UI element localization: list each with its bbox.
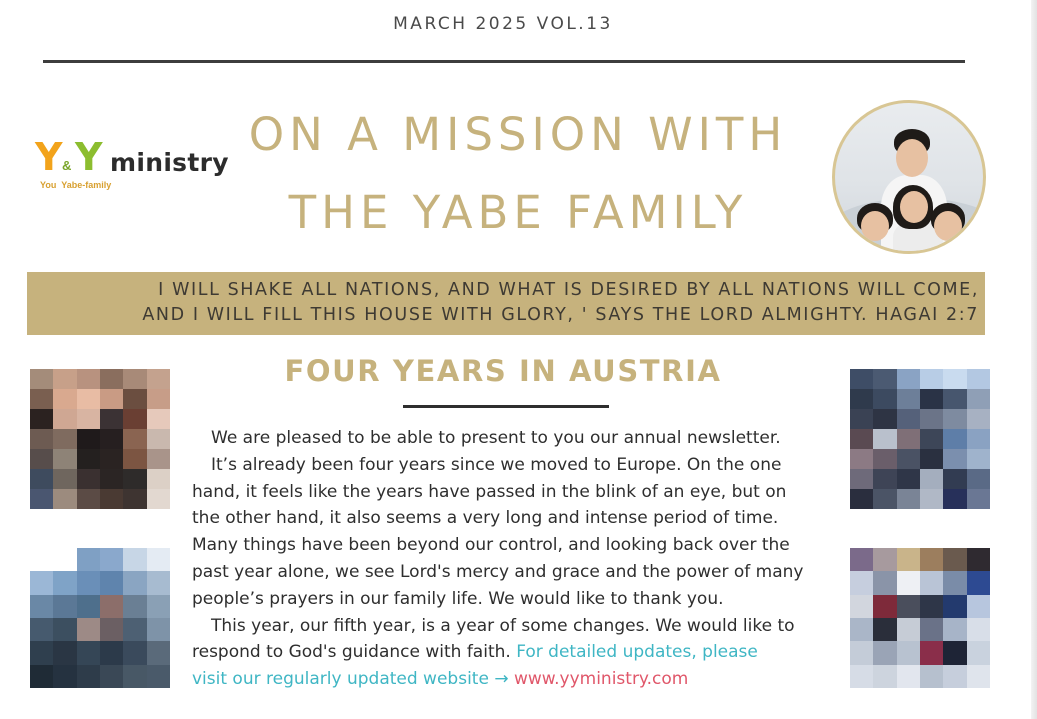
mosaic-tile xyxy=(100,409,123,429)
mosaic-tile xyxy=(943,489,966,509)
scripture-line-2: AND I WILL FILL THIS HOUSE WITH GLORY, ' SAYS THE LORD ALMIGHTY. HAGAI 2:7 xyxy=(142,305,979,325)
mosaic-tile xyxy=(897,409,920,429)
mosaic-tile xyxy=(943,369,966,389)
logo-letter-y-orange: Y xyxy=(35,135,63,179)
scripture-line-1: I WILL SHAKE ALL NATIONS, AND WHAT IS DESIRED BY ALL NATIONS WILL COME, xyxy=(158,280,979,300)
mosaic-tile xyxy=(897,641,920,664)
logo-tagline-you: You xyxy=(40,180,57,190)
section-title: FOUR YEARS IN AUSTRIA xyxy=(284,354,722,388)
body-line: We are pleased to be able to present to you our annual newsletter. xyxy=(211,428,781,448)
yy-ministry-logo xyxy=(35,136,235,200)
mosaic-tile xyxy=(53,641,76,664)
mosaic-tile xyxy=(147,429,170,449)
mosaic-tile xyxy=(920,389,943,409)
mosaic-tile xyxy=(147,595,170,618)
mosaic-tile xyxy=(100,369,123,389)
issue-date: MARCH 2025 VOL.13 xyxy=(393,14,613,34)
photo-figure-mom-face xyxy=(900,191,928,223)
mosaic-tile xyxy=(967,449,990,469)
mosaic-tile xyxy=(77,429,100,449)
mosaic-tile xyxy=(100,595,123,618)
mosaic-tile xyxy=(873,449,896,469)
mosaic-tile xyxy=(967,571,990,594)
mosaic-tile xyxy=(850,449,873,469)
mosaic-tile xyxy=(123,389,146,409)
mosaic-tile xyxy=(53,489,76,509)
mosaic-tile xyxy=(850,409,873,429)
mosaic-tile xyxy=(100,449,123,469)
website-url-link[interactable]: www.yyministry.com xyxy=(513,669,689,690)
mosaic-tile xyxy=(967,409,990,429)
pixelated-photo-bottom-left xyxy=(30,548,170,688)
mosaic-tile xyxy=(30,389,53,409)
body-line: past year alone, we see Lord's mercy and grace and the power of many xyxy=(192,561,804,582)
mosaic-tile xyxy=(920,449,943,469)
mosaic-tile xyxy=(943,548,966,571)
mosaic-tile xyxy=(943,618,966,641)
mosaic-tile xyxy=(967,595,990,618)
mosaic-tile xyxy=(920,469,943,489)
mosaic-tile xyxy=(873,548,896,571)
mosaic-tile xyxy=(77,595,100,618)
mosaic-tile xyxy=(147,571,170,594)
pixelated-photo-top-right xyxy=(850,369,990,509)
mosaic-tile xyxy=(873,469,896,489)
body-line: hand, it feels like the years have passed in the blink of an eye, but on xyxy=(192,481,787,502)
website-link-text[interactable]: visit our regularly updated website → xyxy=(192,669,514,690)
mosaic-tile xyxy=(873,595,896,618)
mosaic-tile xyxy=(897,369,920,389)
mosaic-tile xyxy=(77,548,100,571)
mosaic-tile xyxy=(77,389,100,409)
header-divider xyxy=(43,60,965,63)
logo-wordmark: ministry xyxy=(110,148,229,177)
mosaic-tile xyxy=(873,571,896,594)
mosaic-tile xyxy=(100,389,123,409)
mosaic-tile xyxy=(873,369,896,389)
mosaic-tile xyxy=(967,429,990,449)
mosaic-tile xyxy=(123,665,146,688)
mosaic-tile xyxy=(100,469,123,489)
mosaic-tile xyxy=(53,571,76,594)
mosaic-tile xyxy=(967,665,990,688)
mosaic-tile xyxy=(943,469,966,489)
mosaic-tile xyxy=(100,548,123,571)
mosaic-tile xyxy=(123,548,146,571)
mosaic-tile xyxy=(147,641,170,664)
mosaic-tile xyxy=(53,548,76,571)
title-line-1: ON A MISSION WITH xyxy=(248,108,788,161)
mosaic-tile xyxy=(943,595,966,618)
mosaic-tile xyxy=(53,469,76,489)
updates-link-text[interactable]: For detailed updates, please xyxy=(516,642,758,663)
mosaic-tile xyxy=(943,409,966,429)
body-line-text: respond to God's guidance with faith. xyxy=(192,642,517,663)
mosaic-tile xyxy=(943,389,966,409)
mosaic-tile xyxy=(967,489,990,509)
mosaic-tile xyxy=(850,389,873,409)
mosaic-tile xyxy=(943,665,966,688)
mosaic-tile xyxy=(30,548,53,571)
mosaic-tile xyxy=(147,665,170,688)
logo-letter-y-green: Y xyxy=(75,135,103,179)
mosaic-tile xyxy=(850,665,873,688)
mosaic-tile xyxy=(873,429,896,449)
mosaic-tile xyxy=(943,571,966,594)
title-line-2: THE YABE FAMILY xyxy=(288,186,748,239)
mosaic-tile xyxy=(30,665,53,688)
mosaic-tile xyxy=(123,429,146,449)
mosaic-tile xyxy=(897,469,920,489)
mosaic-tile xyxy=(897,665,920,688)
mosaic-tile xyxy=(123,641,146,664)
mosaic-tile xyxy=(147,489,170,509)
mosaic-tile xyxy=(967,369,990,389)
mosaic-tile xyxy=(77,618,100,641)
mosaic-tile xyxy=(123,618,146,641)
mosaic-tile xyxy=(943,429,966,449)
photo-figure-child-left-face xyxy=(861,211,889,241)
mosaic-tile xyxy=(30,571,53,594)
mosaic-tile xyxy=(850,571,873,594)
mosaic-tile xyxy=(920,595,943,618)
mosaic-tile xyxy=(873,618,896,641)
mosaic-tile xyxy=(147,548,170,571)
mosaic-tile xyxy=(897,571,920,594)
mosaic-tile xyxy=(850,369,873,389)
mosaic-tile xyxy=(850,641,873,664)
logo-ampersand: & xyxy=(62,158,72,173)
mosaic-tile xyxy=(943,449,966,469)
mosaic-tile xyxy=(147,409,170,429)
body-line-with-url xyxy=(192,666,842,693)
mosaic-tile xyxy=(920,548,943,571)
mosaic-tile xyxy=(897,548,920,571)
mosaic-tile xyxy=(147,449,170,469)
mosaic-tile xyxy=(920,489,943,509)
mosaic-tile xyxy=(920,571,943,594)
mosaic-tile xyxy=(147,469,170,489)
mosaic-tile xyxy=(850,548,873,571)
mosaic-tile xyxy=(873,665,896,688)
mosaic-tile xyxy=(30,641,53,664)
mosaic-tile xyxy=(147,369,170,389)
mosaic-tile xyxy=(77,489,100,509)
pixelated-photo-bottom-right xyxy=(850,548,990,688)
mosaic-tile xyxy=(30,409,53,429)
page-edge-shadow xyxy=(1031,0,1037,719)
mosaic-tile xyxy=(30,489,53,509)
mosaic-tile xyxy=(77,369,100,389)
mosaic-tile xyxy=(850,595,873,618)
mosaic-tile xyxy=(53,369,76,389)
section-divider xyxy=(403,405,609,408)
mosaic-tile xyxy=(920,665,943,688)
family-photo xyxy=(832,100,986,254)
mosaic-tile xyxy=(123,469,146,489)
mosaic-tile xyxy=(850,429,873,449)
mosaic-tile xyxy=(123,409,146,429)
mosaic-tile xyxy=(920,618,943,641)
mosaic-tile xyxy=(123,449,146,469)
mosaic-tile xyxy=(897,618,920,641)
pixelated-photo-top-left xyxy=(30,369,170,509)
mosaic-tile xyxy=(967,389,990,409)
mosaic-tile xyxy=(123,489,146,509)
mosaic-tile xyxy=(77,665,100,688)
mosaic-tile xyxy=(30,595,53,618)
mosaic-tile xyxy=(30,449,53,469)
mosaic-tile xyxy=(873,489,896,509)
photo-figure-dad-face xyxy=(896,139,928,177)
mosaic-tile xyxy=(897,489,920,509)
mosaic-tile xyxy=(920,429,943,449)
mosaic-tile xyxy=(100,665,123,688)
mosaic-tile xyxy=(53,389,76,409)
mosaic-tile xyxy=(147,618,170,641)
mosaic-tile xyxy=(30,429,53,449)
mosaic-tile xyxy=(53,665,76,688)
body-line: people’s prayers in our family life. We would like to thank you. xyxy=(192,588,724,609)
mosaic-tile xyxy=(53,449,76,469)
logo-tagline xyxy=(40,180,111,190)
mosaic-tile xyxy=(873,641,896,664)
mosaic-tile xyxy=(100,489,123,509)
mosaic-tile xyxy=(30,618,53,641)
mosaic-tile xyxy=(53,409,76,429)
newsletter-title xyxy=(230,96,806,252)
mosaic-tile xyxy=(123,369,146,389)
mosaic-tile xyxy=(850,489,873,509)
mosaic-tile xyxy=(77,449,100,469)
newsletter-body xyxy=(192,425,842,693)
mosaic-tile xyxy=(897,449,920,469)
body-line: the other hand, it also seems a very long and intense period of time. xyxy=(192,508,779,529)
mosaic-tile xyxy=(123,571,146,594)
mosaic-tile xyxy=(967,618,990,641)
mosaic-tile xyxy=(100,641,123,664)
mosaic-tile xyxy=(100,429,123,449)
logo-tagline-family: Yabe-family xyxy=(61,180,112,190)
mosaic-tile xyxy=(147,389,170,409)
mosaic-tile xyxy=(100,618,123,641)
mosaic-tile xyxy=(850,469,873,489)
photo-figure-child-right-face xyxy=(934,211,962,241)
mosaic-tile xyxy=(53,595,76,618)
mosaic-tile xyxy=(897,389,920,409)
body-line: It’s already been four years since we moved to Europe. On the one xyxy=(211,454,782,475)
mosaic-tile xyxy=(53,429,76,449)
mosaic-tile xyxy=(77,469,100,489)
mosaic-tile xyxy=(100,571,123,594)
mosaic-tile xyxy=(897,429,920,449)
body-line: Many things have been beyond our control, and looking back over the xyxy=(192,535,790,556)
mosaic-tile xyxy=(123,595,146,618)
body-line-with-link xyxy=(192,639,842,666)
mosaic-tile xyxy=(53,618,76,641)
mosaic-tile xyxy=(873,389,896,409)
mosaic-tile xyxy=(920,641,943,664)
mosaic-tile xyxy=(897,595,920,618)
mosaic-tile xyxy=(967,469,990,489)
mosaic-tile xyxy=(30,469,53,489)
mosaic-tile xyxy=(77,641,100,664)
mosaic-tile xyxy=(943,641,966,664)
scripture-banner xyxy=(27,272,985,335)
mosaic-tile xyxy=(873,409,896,429)
mosaic-tile xyxy=(30,369,53,389)
mosaic-tile xyxy=(77,571,100,594)
mosaic-tile xyxy=(967,641,990,664)
mosaic-tile xyxy=(920,409,943,429)
mosaic-tile xyxy=(850,618,873,641)
mosaic-tile xyxy=(77,409,100,429)
body-line: This year, our fifth year, is a year of some changes. We would like to xyxy=(211,615,795,636)
mosaic-tile xyxy=(967,548,990,571)
mosaic-tile xyxy=(920,369,943,389)
